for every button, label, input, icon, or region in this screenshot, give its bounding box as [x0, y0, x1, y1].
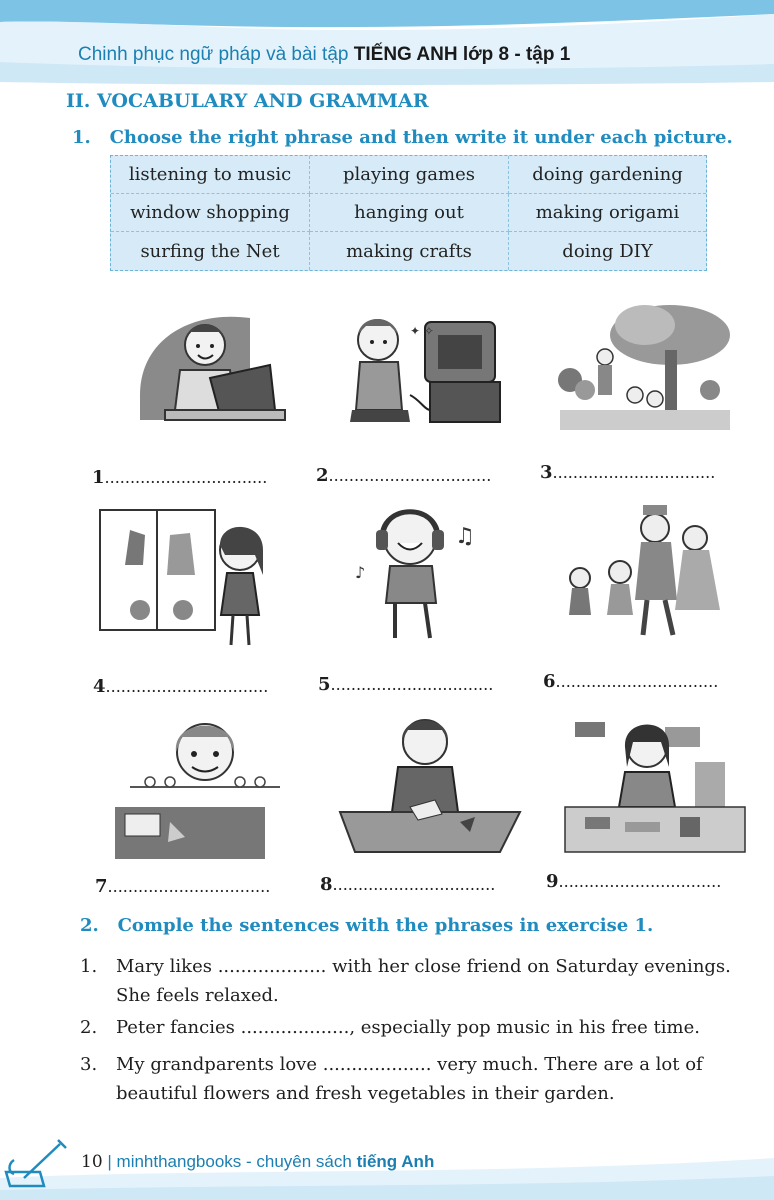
picture-4-girl-window-shopping — [95, 505, 295, 655]
answer-dots: ................................ — [104, 468, 268, 487]
exercise-2-instruction: Comple the sentences with the phrases in exercise 1. — [117, 915, 654, 936]
answer-dots: ................................ — [332, 875, 496, 894]
phrase-table — [110, 155, 707, 271]
sentence-2 — [80, 1013, 770, 1042]
answer-number: 3 — [540, 462, 553, 483]
header-band — [0, 0, 774, 85]
picture-7-girl-paper-crafts — [110, 712, 310, 862]
picture-9-woman-diy — [555, 712, 755, 862]
picture-5-boy-headphones — [340, 498, 540, 648]
header-title — [78, 44, 570, 66]
phrase-cell: playing games — [310, 156, 509, 194]
answer-number: 5 — [318, 674, 331, 695]
exercise-1-heading — [72, 127, 733, 148]
footer-brand-bold: tiếng Anh — [356, 1152, 435, 1171]
phrase-cell: window shopping — [111, 194, 310, 232]
answer-blank-5[interactable] — [318, 674, 493, 695]
answer-number: 8 — [320, 874, 333, 895]
picture-8-boy-origami — [330, 712, 530, 862]
exercise-2-heading — [80, 915, 653, 936]
phrase-cell: listening to music — [111, 156, 310, 194]
picture-1-boy-laptop — [110, 300, 310, 450]
answer-number: 6 — [543, 671, 556, 692]
answer-dots: ................................ — [552, 463, 716, 482]
answer-dots: ................................ — [330, 675, 494, 694]
sentence-text: Mary likes ................... with her close friend on Saturday evenings. She feels relaxed. — [116, 956, 731, 1006]
answer-blank-4[interactable] — [93, 676, 268, 697]
footer-text — [81, 1152, 434, 1172]
answer-dots: ................................ — [328, 466, 492, 485]
header-subtitle: Chinh phục ngữ pháp và bài tập — [78, 44, 349, 65]
answer-blank-1[interactable] — [92, 467, 267, 488]
answer-dots: ................................ — [105, 677, 269, 696]
answer-blank-9[interactable] — [546, 871, 721, 892]
sentence-number: 1. — [80, 956, 98, 977]
sentence-3 — [80, 1050, 770, 1108]
picture-6-family-hanging-out — [555, 500, 755, 650]
answer-number: 4 — [93, 676, 106, 697]
sentence-number: 3. — [80, 1054, 98, 1075]
phrase-cell: making crafts — [310, 232, 509, 270]
answer-number: 2 — [316, 465, 329, 486]
sentence-text: My grandparents love ................... very much. There are a lot of beautiful flowers and fresh vegetables in their garden. — [116, 1054, 703, 1104]
picture-3-family-gardening — [550, 295, 750, 445]
svg-text:♪: ♪ — [355, 563, 366, 582]
phrase-cell: hanging out — [310, 194, 509, 232]
answer-dots: ................................ — [107, 877, 271, 896]
phrase-cell: doing gardening — [509, 156, 706, 194]
section-title: II. VOCABULARY AND GRAMMAR — [66, 90, 429, 112]
footer-separator: | — [107, 1152, 112, 1171]
svg-text:✦ ✧: ✦ ✧ — [410, 324, 434, 338]
svg-text:♫: ♫ — [455, 524, 475, 549]
answer-number: 9 — [546, 871, 559, 892]
answer-blank-7[interactable] — [95, 876, 270, 897]
sentence-number: 2. — [80, 1017, 98, 1038]
answer-blank-2[interactable] — [316, 465, 491, 486]
answer-number: 7 — [95, 876, 108, 897]
answer-number: 1 — [92, 467, 105, 488]
answer-dots: ................................ — [555, 672, 719, 691]
exercise-1-instruction: Choose the right phrase and then write it under each picture. — [109, 127, 733, 148]
header-main-title: TIẾNG ANH lớp 8 - tập 1 — [353, 44, 571, 65]
phrase-cell: doing DIY — [562, 240, 653, 262]
phrase-cell: surfing the Net — [111, 232, 310, 270]
picture-2-boy-video-game — [330, 300, 530, 450]
footer-brand: minhthangbooks - chuyên sách — [116, 1152, 352, 1171]
answer-dots: ................................ — [558, 872, 722, 891]
page-number: 10 — [81, 1152, 103, 1172]
sentence-1 — [80, 952, 770, 1010]
exercise-2-number: 2. — [80, 915, 99, 936]
answer-blank-6[interactable] — [543, 671, 718, 692]
answer-blank-3[interactable] — [540, 462, 715, 483]
answer-blank-8[interactable] — [320, 874, 495, 895]
header-wave-decoration — [0, 0, 774, 85]
exercise-1-number: 1. — [72, 127, 91, 148]
sentence-text: Peter fancies ..................., especially pop music in his free time. — [116, 1017, 700, 1038]
phrase-cell: making origami — [509, 194, 706, 232]
